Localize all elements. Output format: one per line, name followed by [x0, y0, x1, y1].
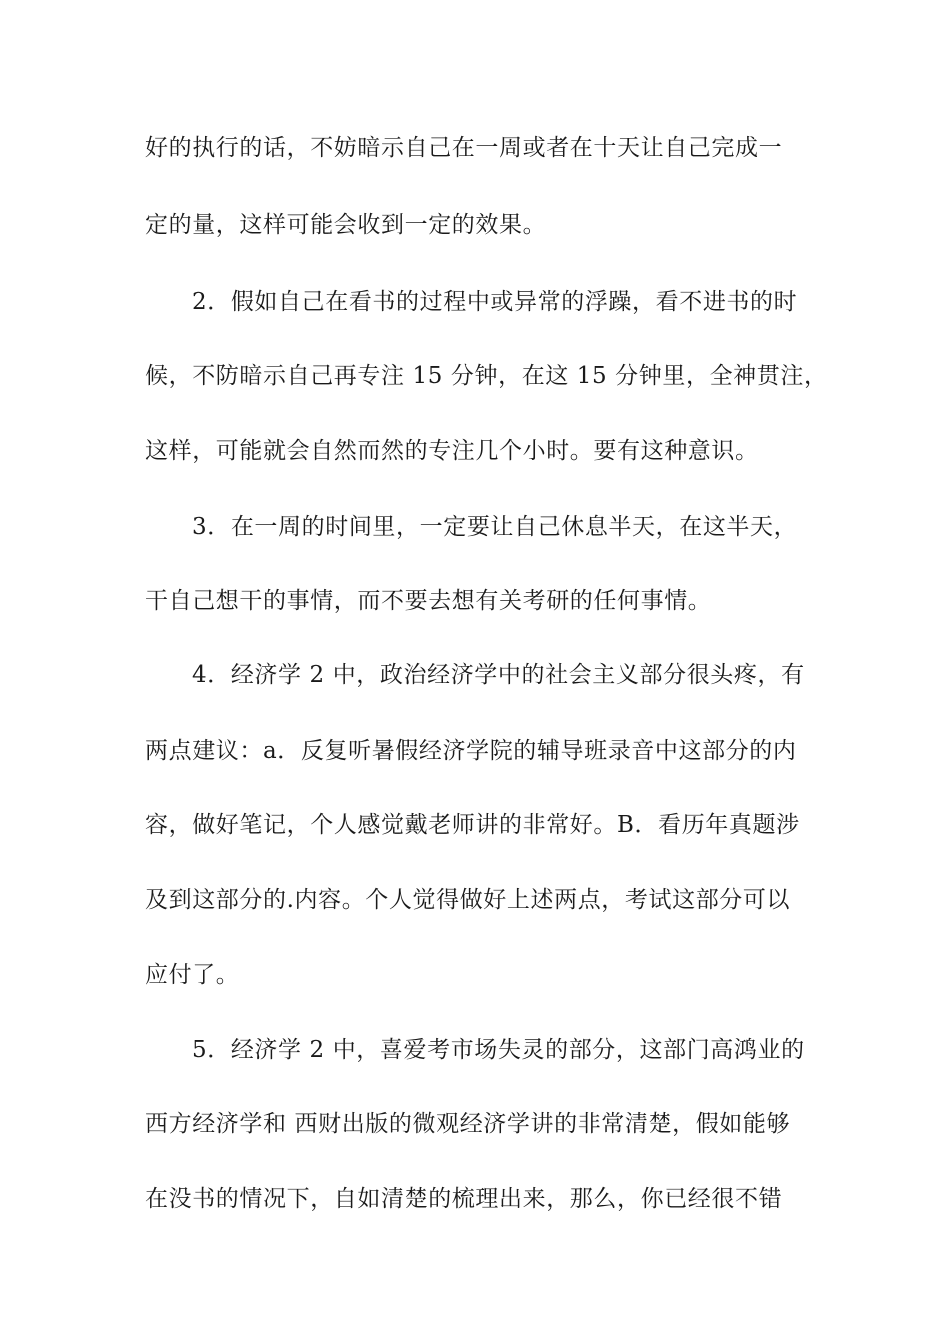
text-line: 干自己想干的事情，而不要去想有关考研的任何事情。 — [145, 588, 712, 614]
paragraph-4-first-line: 4．经济学 2 中，政治经济学中的社会主义部分很头疼，有 — [192, 662, 805, 688]
text-line: 及到这部分的.内容。个人觉得做好上述两点，考试这部分可以 — [145, 887, 791, 913]
text-line: 这样，可能就会自然而然的专注几个小时。要有这种意识。 — [145, 438, 759, 464]
paragraph-3-first-line: 3．在一周的时间里，一定要让自己休息半天，在这半天， — [192, 514, 798, 540]
text-line: 在没书的情况下，自如清楚的梳理出来，那么，你已经很不错 — [145, 1186, 783, 1212]
text-line: 好的执行的话，不妨暗示自己在一周或者在十天让自己完成一 — [145, 135, 783, 161]
paragraph-5-first-line: 5．经济学 2 中，喜爱考市场失灵的部分，这部门高鸿业的 — [192, 1037, 805, 1063]
text-line: 两点建议：a．反复听暑假经济学院的辅导班录音中这部分的内 — [145, 738, 797, 764]
text-line: 定的量，这样可能会收到一定的效果。 — [145, 212, 547, 238]
text-line: 应付了。 — [145, 962, 240, 988]
paragraph-2-first-line: 2．假如自己在看书的过程中或异常的浮躁，看不进书的时 — [192, 289, 798, 315]
text-line: 西方经济学和 西财出版的微观经济学讲的非常清楚，假如能够 — [145, 1111, 791, 1137]
text-line: 候，不防暗示自己再专注 15 分钟，在这 15 分钟里，全神贯注， — [145, 363, 828, 389]
text-line: 容，做好笔记，个人感觉戴老师讲的非常好。B．看历年真题涉 — [145, 812, 800, 838]
